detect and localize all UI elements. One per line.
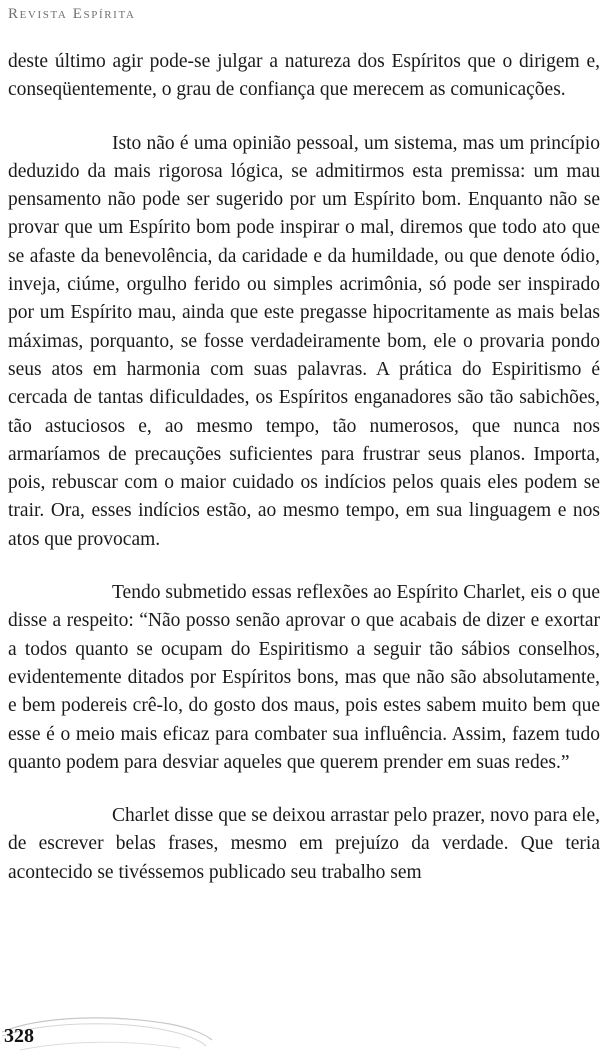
paragraph: deste último agir pode-se julgar a natureza dos Espíritos que o dirigem e, conseqüentemente, o grau de confiança que merecem as comunicações. <box>8 51 600 101</box>
paragraph: Charlet disse que se deixou arrastar pelo prazer, novo para ele, de escrever belas frases, mesmo em prejuízo da verdade. Que teria acontecido se tivéssemos publicado seu trabalho sem <box>8 805 600 883</box>
paragraph: Tendo submetido essas reflexões ao Espírito Charlet, eis o que disse a respeito: “Não posso senão aprovar o que acabais de dizer e exortar a todos quanto se ocupam do Espiritismo a seguir tão sábios conselhos, evidentemente ditados por Espíritos bons, mas que não são absolutamente, e bem podereis crê-lo, do gosto dos maus, pois estes sabem muito bem que esse é o meio mais eficaz para combater sua influência. Assim, fazem tudo quanto podem para desviar aqueles que querem prender em suas redes.” <box>8 582 600 773</box>
paragraph: Isto não é uma opinião pessoal, um sistema, mas um princípio deduzido da mais rigorosa lógica, se admitirmos esta premissa: um mau pensamento não pode ser sugerido por um Espírito bom. Enquanto não se provar que um Espírito bom pode inspirar o mal, diremos que todo ato que se afaste da benevolência, da caridade e da humildade, ou que denote ódio, inveja, ciúme, orgulho ferido ou simples acrimônia, só pode ser inspirado por um Espírito mau, ainda que este pregasse hipocritamente as mais belas máximas, porquanto, se fosse verdadeiramente bom, ele o provaria pondo seus atos em harmonia com suas palavras. A prática do Espiritismo é cercada de tantas dificuldades, os Espíritos enganadores são tão sabichões, tão astuciosos e, ao mesmo tempo, tão numerosos, que nunca nos armaríamos de precauções suficientes para frustrar seus planos. Importa, pois, rebuscar com o maior cuidado os indícios pelos quais eles podem se trair. Ora, esses indícios estão, ao mesmo tempo, em sua linguagem e nos atos que provocam. <box>8 132 600 550</box>
running-head: Revista Espírita <box>8 6 136 22</box>
page-footer <box>0 1010 607 1056</box>
body-text <box>8 48 600 887</box>
page-number: 328 <box>4 1025 34 1047</box>
